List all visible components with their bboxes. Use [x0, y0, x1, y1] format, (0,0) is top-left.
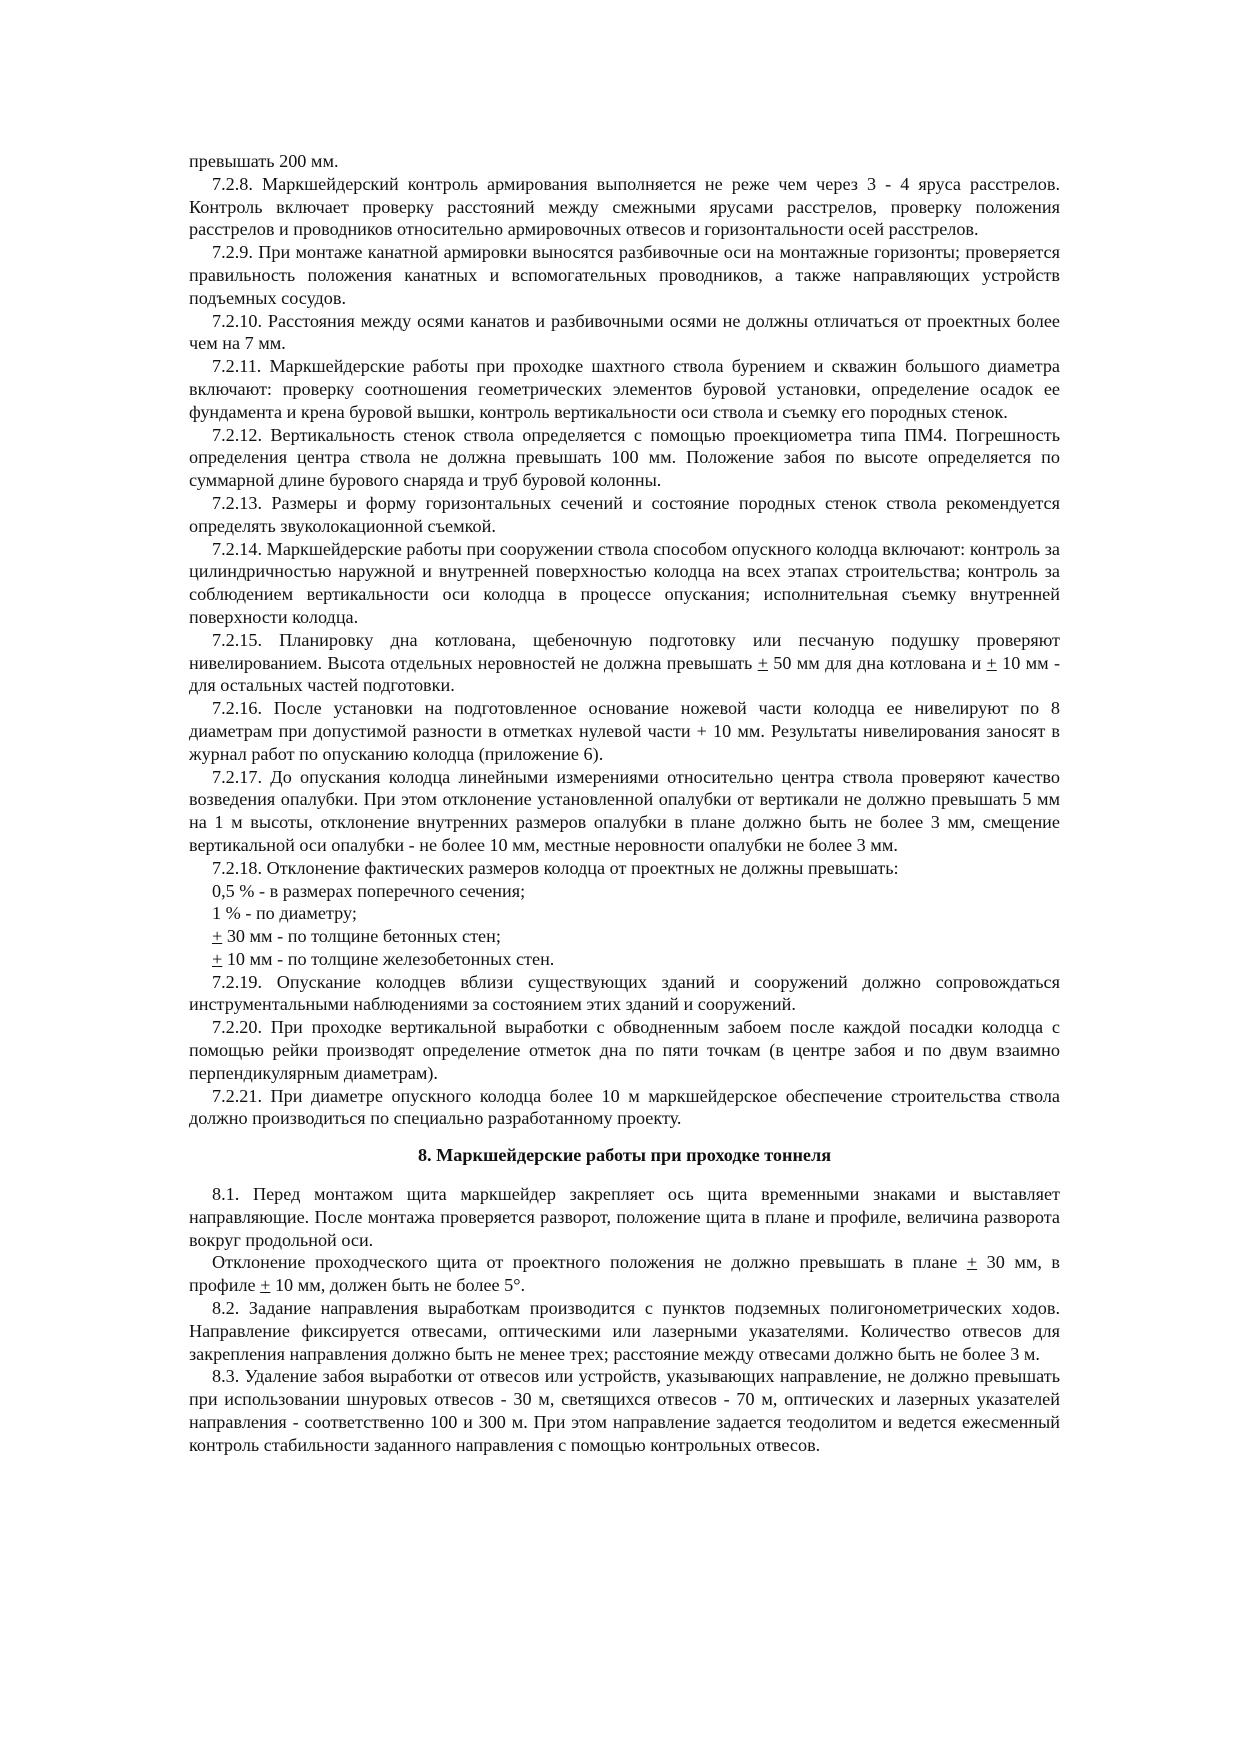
list-item [189, 925, 1060, 948]
paragraph-7-2-21: 7.2.21. При диаметре опускного колодца более 10 м маркшейдерское обеспечение строительства ствола должно производиться по специально разработанному проекту. [189, 1085, 1060, 1129]
paragraph-7-2-15 [189, 629, 1060, 697]
paragraph-7-2-11: 7.2.11. Маркшейдерские работы при проходке шахтного ствола бурением и скважин большого диаметра включают: проверку соотношения геометрических элементов буровой установки, определение осадок ее фундамента и крена буровой вышки, контроль вертикальности оси ствола и съемку его породных стенок. [189, 356, 1060, 422]
paragraph-7-2-10: 7.2.10. Расстояния между осями канатов и разбивочными осями не должны отличаться от проектных более чем на 7 мм. [189, 310, 1060, 354]
paragraph-7-2-19: 7.2.19. Опускание колодцев вблизи существующих зданий и сооружений должно сопровождаться инструментальными наблюдениями за состоянием этих зданий и сооружений. [189, 971, 1060, 1015]
paragraph-continuation: превышать 200 мм. [189, 151, 339, 171]
paragraph-8-2: 8.2. Задание направления выработкам производится с пунктов подземных полигонометрических ходов. Направление фиксируется отвесами, оптическими или лазерными указателями. Количество отвесов для закрепления направления должно быть не менее трех; расстояние между отвесами должно быть не более 3 м. [189, 1298, 1060, 1364]
text-run: 30 мм, в профиле [189, 1252, 1060, 1296]
list-item [189, 948, 1060, 971]
paragraph-8-1: 8.1. Перед монтажом щита маркшейдер закрепляет ось щита временными знаками и выставляет направляющие. После монтажа проверяется разворот, положение щита в плане и профиле, величина разворота вокруг продольной оси. [189, 1184, 1060, 1250]
list-item: 0,5 % - в размерах поперечного сечения; [212, 880, 526, 901]
plus-minus-sign: + [986, 652, 997, 673]
paragraph-7-2-13: 7.2.13. Размеры и форму горизонтальных сечений и состояние породных стенок ствола рекомендуется определять звуколокационной съемкой. [189, 492, 1060, 536]
text-run: 30 мм - по толщине бетонных стен; [222, 926, 501, 947]
paragraph-7-2-9: 7.2.9. При монтаже канатной армировки выносятся разбивочные оси на монтажные горизонты; проверяется правильность положения канатных и вспомогательных проводников, а также направляющих устройств подъемных сосудов. [189, 242, 1060, 308]
text-run: 7.2.15. Планировку дна котлована, щебеночную подготовку или песчаную подушку проверяют нивелированием. Высота отдельных неровностей не должна превышать [189, 629, 1060, 673]
text-run: Отклонение проходческого щита от проектного положения не должно превышать в плане [212, 1252, 967, 1273]
paragraph-8-3: 8.3. Удаление забоя выработки от отвесов или устройств, указывающих направление, не должно превышать при использовании шнуровых отвесов - 30 м, светящихся отвесов - 70 м, оптических и лазерных указателей направления - соответственно 100 и 300 м. При этом направление задается теодолитом и ведется ежесменный контроль стабильности заданного направления с помощью контрольных отвесов. [189, 1366, 1060, 1455]
paragraph-7-2-14: 7.2.14. Маркшейдерские работы при сооружении ствола способом опускного колодца включают: контроль за цилиндричностью наружной и внутренней поверхностью колодца на всех этапах строительства; контроль за соблюдением вертикальности оси колодца в процессе опускания; исполнительная съемку внутренней поверхности колодца. [189, 538, 1060, 627]
text-run: 10 мм - по толщине железобетонных стен. [222, 948, 555, 969]
text-run: 50 мм для дна котлована и [767, 652, 987, 673]
document-page [189, 150, 1060, 1457]
section-heading: 8. Маркшейдерские работы при проходке тоннеля [417, 1145, 832, 1166]
paragraph-7-2-8: 7.2.8. Маркшейдерский контроль армирования выполняется не реже чем через 3 - 4 яруса расстрелов. Контроль включает проверку расстояний между смежными ярусами расстрелов, проверку положения расстрелов и проводников относительно армировочных отвесов и горизонтальности осей расстрелов. [189, 173, 1060, 240]
plus-minus-sign: + [260, 1275, 271, 1296]
paragraph-7-2-12: 7.2.12. Вертикальность стенок ствола определяется с помощью проекциометра типа ПМ4. Погрешность определения центра ствола не должна превышать 100 мм. Положение забоя по высоте определяется по суммарной длине бурового снаряда и труб буровой колонны. [189, 424, 1060, 491]
text-run: 10 мм, должен быть не более 5°. [270, 1275, 526, 1296]
text-run: 10 мм - для остальных частей подготовки. [189, 652, 1061, 696]
paragraph-8-1-deviation [189, 1251, 1060, 1297]
list-item: 1 % - по диаметру; [212, 903, 357, 924]
plus-minus-sign: + [757, 652, 768, 673]
plus-minus-sign: + [966, 1252, 978, 1273]
paragraph-7-2-18: 7.2.18. Отклонение фактических размеров колодца от проектных не должны превышать: [212, 857, 899, 878]
plus-minus-sign: + [212, 926, 223, 947]
paragraph-7-2-20: 7.2.20. При проходке вертикальной выработки с обводненным забоем после каждой посадки колодца с помощью рейки производят определение отметок дна по пяти точкам (в центре забоя и по двум взаимно перпендикулярным диаметрам). [189, 1017, 1060, 1083]
paragraph-7-2-16: 7.2.16. После установки на подготовленное основание ножевой части колодца ее нивелируют по 8 диаметрам при допустимой разности в отметках нулевой части + 10 мм. Результаты нивелирования заносят в журнал работ по опусканию колодца (приложение 6). [189, 698, 1060, 764]
paragraph-7-2-17: 7.2.17. До опускания колодца линейными измерениями относительно центра ствола проверяют качество возведения опалубки. При этом отклонение установленной опалубки от вертикали не должно превышать 5 мм на 1 м высоты, отклонение внутренних размеров опалубки в плане должно быть не более 3 мм, смещение вертикальной оси опалубки - не более 10 мм, местные неровности опалубки не более 3 мм. [189, 766, 1060, 855]
plus-minus-sign: + [212, 948, 223, 969]
